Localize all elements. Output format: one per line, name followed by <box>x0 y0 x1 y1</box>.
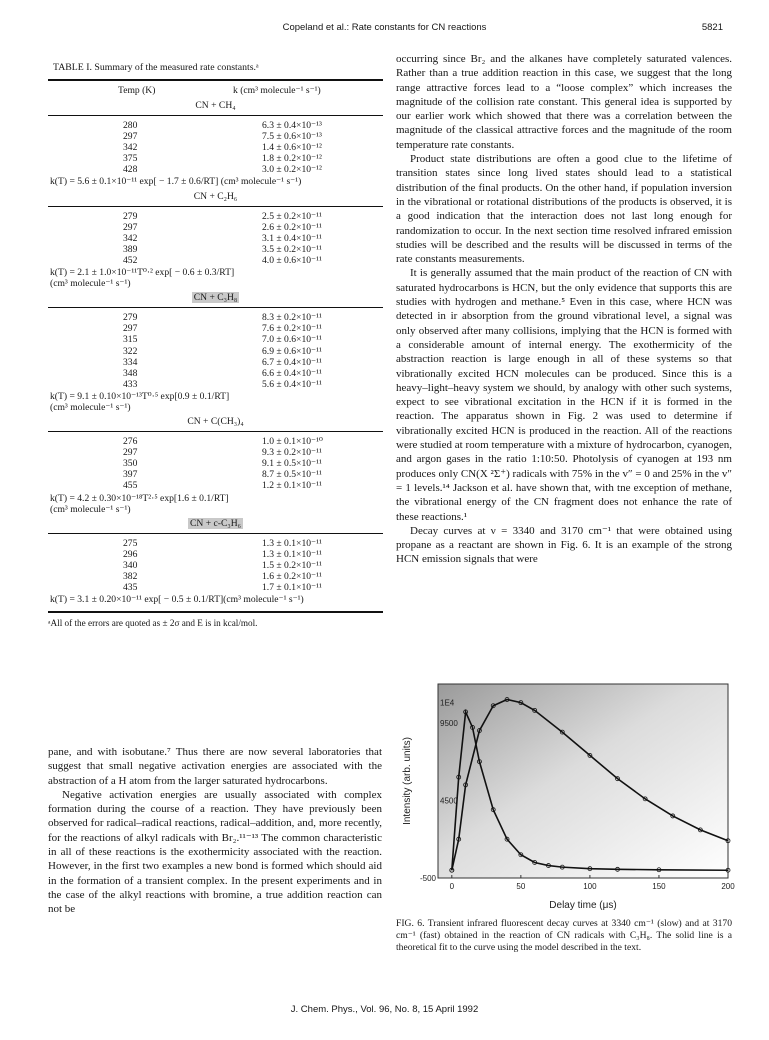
section-title-text: CN + CH₄ <box>195 100 236 111</box>
table-row <box>48 131 383 142</box>
table-row <box>48 480 383 491</box>
right-column-text <box>396 52 732 567</box>
running-title: Copeland et al.: Rate constants for CN reactions <box>282 22 487 33</box>
temperature-cell: 375 <box>123 153 138 165</box>
section-title-text: CN + C₂H₆ <box>193 190 238 202</box>
table-row <box>48 538 383 549</box>
table-row <box>48 458 383 469</box>
temperature-cell: 296 <box>123 548 138 560</box>
table-row <box>48 222 383 233</box>
fit-units: (cm³ molecule⁻¹ s⁻¹) <box>50 278 131 290</box>
left-column-text <box>48 745 382 917</box>
section-title <box>48 188 383 205</box>
x-axis-label: Delay time (μs) <box>549 900 617 911</box>
table-section <box>48 515 383 606</box>
temperature-cell: 397 <box>123 469 138 481</box>
y-axis-label: Intensity (arb. units) <box>402 737 413 825</box>
temperature-cell: 322 <box>123 345 138 357</box>
temperature-cell: 382 <box>123 571 138 582</box>
paragraph: occurring since Br₂ and the alkanes have completely saturated valences. Rather than a true addition reaction in this case, we suggest that the long range attractive forces lead to a “loose complex” which increases the magnitude of the collision rate constant. This general idea is supported by our earlier work which showed that there was a correlation between the magnitude of the classical attractive forces and the magnitude of the room temperature rate constants. <box>396 53 732 151</box>
rate-constant-cell: 6.9 ± 0.6×10⁻¹¹ <box>262 345 322 357</box>
journal-footer: J. Chem. Phys., Vol. 96, No. 8, 15 April 1992 <box>290 1004 479 1015</box>
figure-caption: FIG. 6. Transient infrared fluorescent decay curves at 3340 cm⁻¹ (slow) and at 3170 cm⁻¹ (fast) obtained in the reaction of CN radicals with C₃H₈. The solid line is a theoretical fit to the curve using the model described in the text. <box>396 918 732 954</box>
temperature-cell: 342 <box>123 142 138 154</box>
table-row <box>48 571 383 582</box>
y-tick-label: 1E4 <box>440 698 455 708</box>
temperature-cell: 280 <box>123 120 138 131</box>
paragraph: Negative activation energies are usually associated with complex formation during the course of a reaction. They have previously been observed for radical–radical reactions, radical–addition, and, more recently, for the reactions of alkyl radicals with Br₂.¹¹⁻¹³ The common characteristic in all of these reactions is the exothermicity associated with the reaction. However, in the first two examples a new bond is formed which should aid in the formation of a transient complex. In the present experiments and in the case of the alkyl reactions with bromine, a true addition reaction can not be <box>48 788 382 916</box>
table-row <box>48 120 383 131</box>
figure-6 <box>396 680 735 948</box>
rate-constant-cell: 6.3 ± 0.4×10⁻¹³ <box>262 120 322 131</box>
table-row <box>48 368 383 379</box>
paragraph: Decay curves at ν = 3340 and 3170 cm⁻¹ that were obtained using propane as a reactant are shown in Fig. 6. It is an example of the strong HCN emission signals that were <box>396 524 732 566</box>
rate-constant-cell: 7.5 ± 0.6×10⁻¹³ <box>262 131 322 143</box>
section-title-text: CN + c-C₃H₆ <box>189 517 241 529</box>
table-row <box>48 211 383 222</box>
temperature-cell: 342 <box>123 232 138 244</box>
rate-constant-cell: 7.0 ± 0.6×10⁻¹¹ <box>262 334 322 346</box>
table-row <box>48 469 383 480</box>
x-tick-label: 200 <box>721 882 735 891</box>
table-row <box>48 233 383 244</box>
temperature-cell: 297 <box>123 131 138 143</box>
table-row <box>48 142 383 153</box>
table-row <box>48 312 383 323</box>
table-row <box>48 357 383 368</box>
rate-constant-cell: 9.3 ± 0.2×10⁻¹¹ <box>262 447 322 459</box>
x-tick-label: 0 <box>449 882 455 891</box>
rate-constant-cell: 6.6 ± 0.4×10⁻¹¹ <box>262 367 322 379</box>
table-row <box>48 582 383 593</box>
x-tick-label: 100 <box>583 882 597 891</box>
table-row <box>48 560 383 571</box>
page-number: 5821 <box>701 22 723 33</box>
paragraph: pane, and with isobutane.⁷ Thus there are now several laboratories that suggest that small negative activation energies are associated with the abstraction of a H atom from the larger saturated hydrocarbons. <box>48 746 382 787</box>
rate-constant-cell: 1.6 ± 0.2×10⁻¹¹ <box>262 571 322 582</box>
section-title <box>48 289 383 306</box>
x-tick-label: 150 <box>652 882 666 891</box>
y-tick-label: 9500 <box>440 718 458 728</box>
arrhenius-fit: k(T) = 4.2 ± 0.30×10⁻¹⁸T²·⁵ exp[1.6 ± 0.1/RT] <box>50 492 229 504</box>
rate-constant-cell: 8.3 ± 0.2×10⁻¹¹ <box>262 312 322 324</box>
table-row <box>48 323 383 334</box>
column-header-k: k (cm³ molecule⁻¹ s⁻¹) <box>233 85 321 96</box>
rate-constant-cell: 1.0 ± 0.1×10⁻¹⁰ <box>262 436 323 448</box>
rate-constant-cell: 1.4 ± 0.6×10⁻¹² <box>262 142 322 154</box>
table-caption: TABLE I. Summary of the measured rate constants.ᵃ <box>53 62 259 73</box>
rate-constant-cell: 1.2 ± 0.1×10⁻¹¹ <box>262 480 322 492</box>
rate-constant-cell: 5.6 ± 0.4×10⁻¹¹ <box>262 378 322 390</box>
rate-constant-cell: 1.8 ± 0.2×10⁻¹² <box>262 153 322 165</box>
fit-units: (cm³ molecule⁻¹ s⁻¹) <box>50 503 131 515</box>
table-section <box>48 289 383 413</box>
temperature-cell: 297 <box>123 447 138 459</box>
section-title <box>48 413 383 430</box>
table-row <box>48 379 383 390</box>
temperature-cell: 348 <box>123 367 138 379</box>
rate-constant-cell: 8.7 ± 0.5×10⁻¹¹ <box>262 469 322 481</box>
section-title-text: CN + C₃H₈ <box>193 292 238 304</box>
table-row <box>48 153 383 164</box>
table-row <box>48 436 383 447</box>
temperature-cell: 350 <box>123 458 138 470</box>
rate-constants-table <box>48 62 383 628</box>
column-header-temp: Temp (K) <box>118 85 156 96</box>
fit-units: (cm³ molecule⁻¹ s⁻¹) <box>50 401 131 413</box>
arrhenius-fit: k(T) = 5.6 ± 0.1×10⁻¹¹ exp[ − 1.7 ± 0.6/RT] (cm³ molecule⁻¹ s⁻¹) <box>50 176 302 188</box>
temperature-cell: 279 <box>123 210 138 222</box>
temperature-cell: 340 <box>123 559 138 571</box>
temperature-cell: 334 <box>123 356 138 368</box>
decay-curves-chart <box>396 680 735 914</box>
rate-constant-cell: 6.7 ± 0.4×10⁻¹¹ <box>262 356 322 368</box>
arrhenius-fit: k(T) = 2.1 ± 1.0×10⁻¹¹T⁰·² exp[ − 0.6 ± 0.3/RT] <box>50 267 235 279</box>
rate-constant-cell: 9.1 ± 0.5×10⁻¹¹ <box>262 458 322 470</box>
rate-constant-cell: 2.5 ± 0.2×10⁻¹¹ <box>262 210 322 222</box>
section-title <box>48 515 383 532</box>
rate-constant-cell: 1.5 ± 0.2×10⁻¹¹ <box>262 559 322 571</box>
table-header <box>48 83 383 111</box>
table-section <box>48 188 383 290</box>
table-footnote: ᵃAll of the errors are quoted as ± 2σ and E is in kcal/mol. <box>48 618 258 629</box>
temperature-cell: 276 <box>123 436 138 448</box>
rate-constant-cell: 1.3 ± 0.1×10⁻¹¹ <box>262 548 322 560</box>
temperature-cell: 279 <box>123 312 138 324</box>
rate-constant-cell: 2.6 ± 0.2×10⁻¹¹ <box>262 221 322 233</box>
table-row <box>48 255 383 266</box>
x-tick-label: 50 <box>516 882 526 891</box>
rate-constant-cell: 7.6 ± 0.2×10⁻¹¹ <box>262 323 322 335</box>
temperature-cell: 315 <box>123 334 138 346</box>
section-title-text: CN + C(CH₃)₄ <box>187 416 244 428</box>
table-row <box>48 334 383 345</box>
temperature-cell: 297 <box>123 323 138 335</box>
temperature-cell: 297 <box>123 221 138 233</box>
table-section <box>48 413 383 515</box>
table-row <box>48 346 383 357</box>
rate-constant-cell: 3.0 ± 0.2×10⁻¹² <box>262 164 322 176</box>
rate-constant-cell: 1.3 ± 0.1×10⁻¹¹ <box>262 537 322 549</box>
table-row <box>48 244 383 255</box>
y-tick-label: 4500 <box>440 796 458 806</box>
temperature-cell: 428 <box>123 164 138 176</box>
temperature-cell: 435 <box>123 582 138 594</box>
temperature-cell: 275 <box>123 537 138 549</box>
paragraph: It is generally assumed that the main product of the reaction of CN with saturated hydrocarbons is HCN, but the only evidence that supports this are studies with hydrogen and methane.⁵ Even in this case, where HCN was detected in ir absorption from the ground vibrational level, a signal was only observed after many collisions, implying that the HCN is formed with a considerable amount of internal energy. The exothermicity of the abstraction reaction is large enough in all of these systems so that vibrationally excited HCN molecules can be produced. Since this is a heavy–light–heavy system we should, by analogy with other such systems, expect to see vibrational excitation in the HCN if it is formed in the reaction. The apparatus shown in Fig. 2 was used to determine if vibrationally excited HCN is produced in the reaction. All of the reactions were studied at room temperature with a mixture of hydrocarbon, cyanogen, and argon gases in the ratio 1:10:50. Photolysis of cyanogen at 193 nm produces only CN(X ²Σ⁺) radicals with 75% in the v″ = 0 and 25% in the v″ = 1 levels.¹⁴ Jackson et al. have shown that, with tne exception of methane, the vibrational energy of the CN fragment does not enhance the rate of these reactions.¹ <box>396 267 732 523</box>
temperature-cell: 389 <box>123 243 138 255</box>
table-row <box>48 447 383 458</box>
arrhenius-fit: k(T) = 9.1 ± 0.10×10⁻¹³T⁰·⁵ exp[0.9 ± 0.1/RT] <box>50 390 230 402</box>
paragraph: Product state distributions are often a good clue to the lifetime of transition states since long lived states should lead to a statistical distribution of the final products. On the other hand, if population inversion in the vibrational or rotational distributions of the products is observed, it is a good indication that the interaction does not last long enough for randomization to occur. In the next section time resolved infrared emission studies will be described and the results will be discussed in terms of the rate constants measurements. <box>396 153 732 266</box>
table-row <box>48 549 383 560</box>
y-tick-label: -500 <box>419 874 436 883</box>
rate-constant-cell: 1.7 ± 0.1×10⁻¹¹ <box>262 582 322 594</box>
rate-constant-cell: 4.0 ± 0.6×10⁻¹¹ <box>262 254 322 266</box>
temperature-cell: 455 <box>123 480 138 492</box>
rate-constant-cell: 3.1 ± 0.4×10⁻¹¹ <box>262 232 322 244</box>
arrhenius-fit: k(T) = 3.1 ± 0.20×10⁻¹¹ exp[ − 0.5 ± 0.1/RT](cm³ molecule⁻¹ s⁻¹) <box>50 594 304 606</box>
temperature-cell: 433 <box>123 378 138 390</box>
temperature-cell: 452 <box>123 254 138 266</box>
table-row <box>48 164 383 175</box>
plot-area <box>438 684 728 878</box>
rate-constant-cell: 3.5 ± 0.2×10⁻¹¹ <box>262 243 322 255</box>
